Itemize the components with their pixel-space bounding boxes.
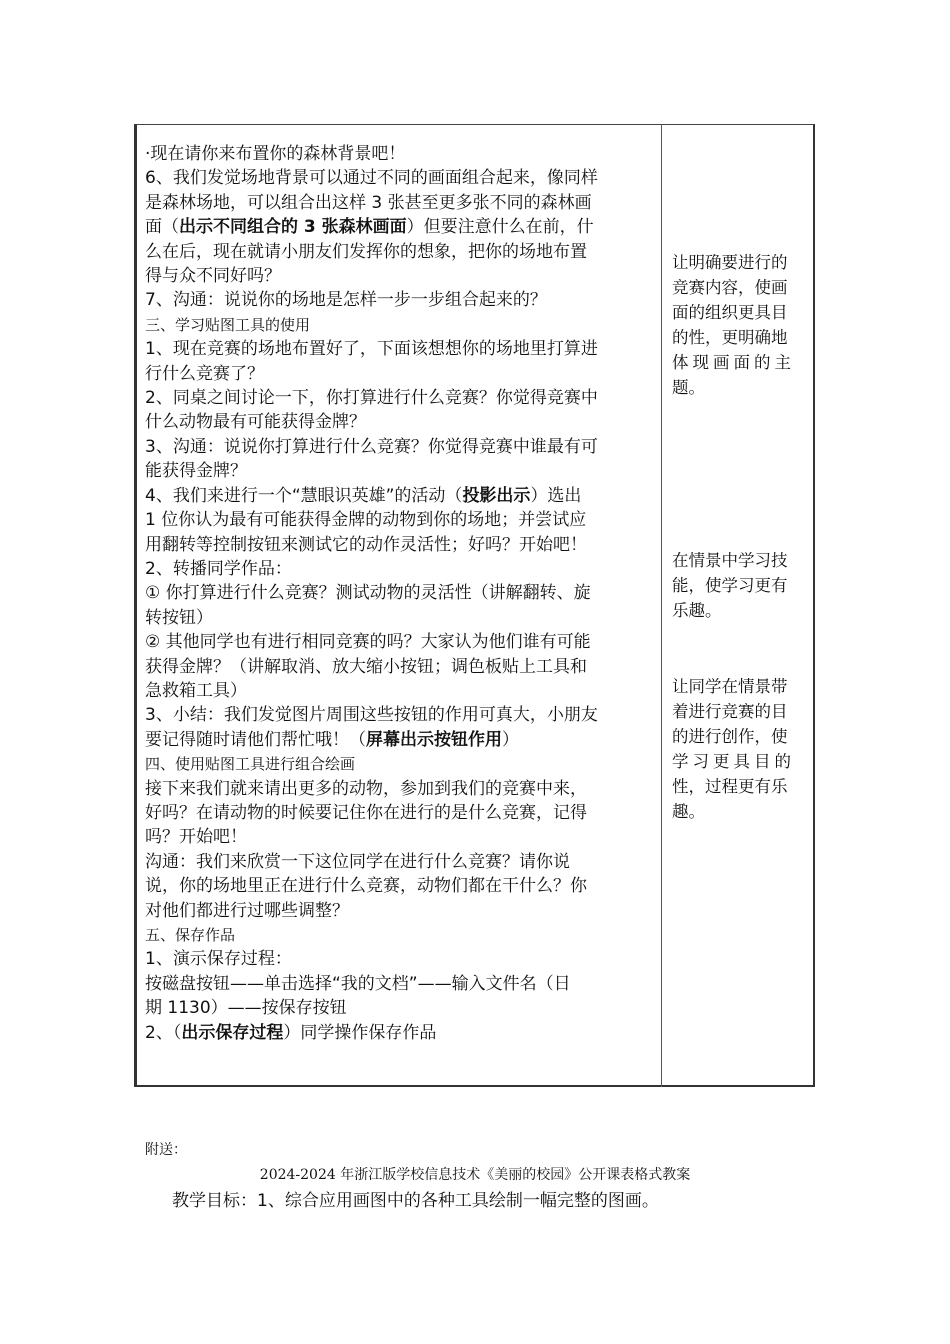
procedure-line: 什么动物最有可能获得金牌？	[145, 412, 366, 433]
procedure-line: 期 1130）——按保存按钮	[145, 998, 347, 1019]
line-text: ）但要注意什么在前，什	[406, 217, 594, 238]
note-line: 乐趣。	[672, 601, 722, 620]
teaching-goal: 教学目标：1、综合应用画图中的各种工具绘制一幅完整的图画。	[172, 1191, 659, 1211]
line-text: 要记得随时请他们帮忙哦！（	[145, 729, 366, 750]
line-text: ）同学操作保存作品	[283, 1022, 437, 1043]
procedure-line: 转按钮）	[145, 607, 213, 628]
procedure-line: 行什么竞赛了？	[145, 363, 264, 384]
line-text: 面（	[145, 217, 179, 238]
procedure-line: 1、现在竞赛的场地布置好了，下面该想想你的场地里打算进	[145, 339, 598, 360]
note-block	[672, 548, 812, 623]
emphasis-text: 投影出示	[462, 485, 531, 506]
emphasis-text: 出示不同组合的 3 张森林画面	[179, 217, 407, 238]
procedure-line: 接下来我们就来请出更多的动物，参加到我们的竞赛中来，	[145, 778, 587, 799]
procedure-line: 7、沟通：说说你的场地是怎样一步一步组合起来的？	[145, 290, 547, 311]
procedure-line: 说，你的场地里正在进行什么竞赛，动物们都在干什么？你	[145, 876, 587, 897]
procedure-line: 四、使用贴图工具进行组合绘画	[145, 755, 356, 774]
procedure-line: 2、转播同学作品：	[145, 558, 292, 579]
emphasis-text: 出示保存过程	[181, 1022, 284, 1043]
note-line: 让同学在情景带	[672, 677, 788, 696]
line-text: ）选出	[530, 485, 582, 506]
procedure-line: 获得金牌？（讲解取消、放大缩小按钮；调色板贴上工具和	[145, 656, 587, 677]
procedure-line: ② 其他同学也有进行相同竞赛的吗？大家认为他们谁有可能	[145, 632, 591, 653]
procedure-line: 3、沟通：说说你打算进行什么竞赛？你觉得竞赛中谁最有可	[145, 436, 598, 457]
note-block	[672, 250, 812, 400]
procedure-column	[145, 142, 655, 1045]
procedure-line: 6、我们发觉场地背景可以通过不同的画面组合起来，像同样	[145, 168, 598, 189]
procedure-line: ① 你打算进行什么竞赛？测试动物的灵活性（讲解翻转、旋	[145, 583, 591, 604]
procedure-line: 沟通：我们来欣赏一下这位同学在进行什么竞赛？请你说	[145, 851, 570, 872]
line-text: 4、我们来进行一个“慧眼识英雄”的活动（	[145, 485, 463, 506]
note-line: 着进行竞赛的目	[672, 702, 788, 721]
appendix-label: 附送：	[145, 1142, 187, 1158]
note-line: 学习更具目的	[672, 752, 795, 771]
procedure-line: 是森林场地，可以组合出这样 3 张甚至更多张不同的森林画	[145, 192, 592, 213]
procedure-line	[145, 1021, 655, 1045]
note-line: 性，过程更有乐	[672, 777, 788, 796]
procedure-line: 急救箱工具）	[145, 680, 247, 701]
note-block	[672, 674, 812, 824]
note-line: 能，使学习更有	[672, 576, 788, 595]
note-line: 在情景中学习技	[672, 551, 788, 570]
note-line: 让明确要进行的	[672, 253, 788, 272]
column-divider	[661, 124, 662, 1087]
procedure-line: 好吗？在请动物的时候要记住你在进行的是什么竞赛，记得	[145, 802, 587, 823]
line-text: 2、（	[145, 1022, 182, 1043]
procedure-line: ·现在请你来布置你的森林背景吧！	[145, 144, 406, 164]
emphasis-text: 屏幕出示按钮作用	[366, 729, 502, 750]
procedure-line: 3、小结：我们发觉图片周围这些按钮的作用可真大，小朋友	[145, 705, 598, 726]
procedure-line: 五、保存作品	[145, 926, 236, 944]
note-line: 的进行创作，使	[672, 727, 788, 746]
procedure-line: 1、演示保存过程：	[145, 949, 292, 970]
procedure-line: 能获得金牌？	[145, 461, 247, 482]
procedure-line: 么在后，现在就请小朋友们发挥你的想象，把你的场地布置	[145, 241, 587, 262]
procedure-line	[145, 215, 655, 239]
note-line: 体现画面的主	[672, 353, 795, 372]
procedure-line: 1 位你认为最有可能获得金牌的动物到你的场地；并尝试应	[145, 510, 587, 531]
note-line: 趣。	[672, 802, 705, 821]
note-line: 题。	[672, 378, 705, 397]
procedure-line	[145, 484, 655, 508]
note-line: 面的组织更具目	[672, 303, 788, 322]
appendix-title: 2024-2024 年浙江版学校信息技术《美丽的校园》公开课表格式教案	[259, 1167, 691, 1183]
line-text: ）	[502, 729, 519, 750]
procedure-line: 三、学习贴图工具的使用	[145, 315, 311, 334]
note-line: 竞赛内容，使画	[672, 278, 788, 297]
procedure-line: 得与众不同好吗？	[145, 266, 281, 287]
procedure-line: 2、同桌之间讨论一下，你打算进行什么竞赛？你觉得竞赛中	[145, 388, 598, 409]
procedure-line: 用翻转等控制按钮来测试它的动作灵活性；好吗？开始吧！	[145, 534, 587, 555]
procedure-line: 对他们都进行过哪些调整？	[145, 900, 349, 921]
procedure-line: 吗？开始吧！	[145, 827, 247, 848]
note-line: 的性，更明确地	[672, 328, 788, 347]
procedure-line	[145, 728, 655, 752]
procedure-line: 按磁盘按钮——单击选择“我的文档”——输入文件名（日	[145, 973, 571, 994]
